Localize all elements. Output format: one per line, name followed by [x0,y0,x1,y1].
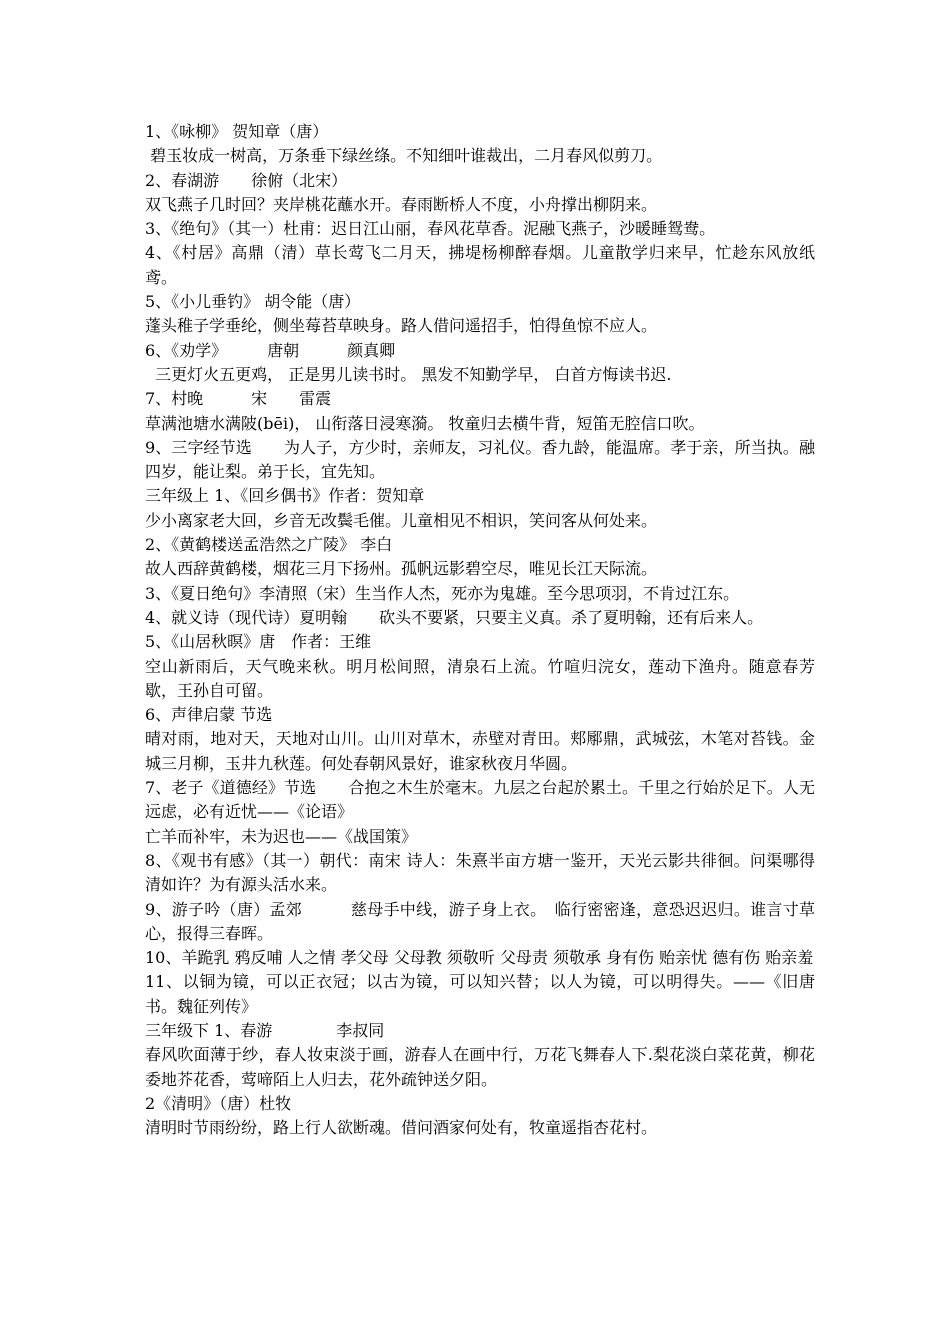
text-line: 三年级下 1、春游 李叔同 [145,1020,385,1040]
text-line: 3、《夏日绝句》李清照（宋）生当作人杰，死亦为鬼雄。至今思项羽，不肯过江东。 [145,583,740,603]
text-line: 清明时节雨纷纷，路上行人欲断魂。借问酒家何处有，牧童遥指杏花村。 [145,1118,658,1138]
text-line: 亡羊而补牢，未为迟也——《战国策》 [145,826,418,846]
text-line: 9、游子吟（唐）孟郊 慈母手中线，游子身上衣。 临行密密逢，意恐迟迟归。谁言寸草心，报得三春晖。 [145,899,815,943]
text-line: 4、就义诗（现代诗）夏明翰 砍头不要紧，只要主义真。杀了夏明翰，还有后来人。 [145,607,764,627]
text-line: 10、羊跪乳 鸦反哺 人之情 孝父母 父母教 须敬听 父母责 须敬承 身有伤 贻亲忧 德有伤 贻亲羞 [145,948,814,968]
text-line: 5、《山居秋暝》唐 作者：王维 [145,632,372,652]
text-line: 三年级上 1、《回乡偶书》作者：贺知章 [145,486,425,506]
text-line: 7、村晚 宋 雷震 [145,389,332,409]
text-line: 6、声律启蒙 节选 [145,705,273,725]
text-line: 故人西辞黄鹤楼，烟花三月下扬州。孤帆远影碧空尽，唯见长江天际流。 [145,559,658,579]
text-line: 蓬头稚子学垂纶，侧坐莓苔草映身。路人借问遥招手，怕得鱼惊不应人。 [145,316,658,336]
text-line: 三更灯火五更鸡， 正是男儿读书时。 黑发不知勤学早， 白首方悔读书迟. [145,364,672,384]
text-line: 2《清明》（唐）杜牧 [145,1093,292,1113]
text-line: 5、《小儿垂钓》 胡令能（唐） [145,292,361,312]
text-line: 9、三字经节选 为人子，方少时，亲师友，习礼仪。香九龄，能温席。孝于亲，所当执。融四岁，能让梨。弟于长，宜先知。 [145,437,815,482]
text-line: 7、老子《道德经》节选 合抱之木生於毫末。九层之台起於累土。千里之行始於足下。人无远虑，必有近忧——《论语》 [145,778,815,822]
text-line: 草满池塘水满陂(bēi)， 山衔落日浸寒漪。 牧童归去横牛背，短笛无腔信口吹。 [145,413,705,433]
text-line: 晴对雨，地对天，天地对山川。山川对草木，赤壁对青田。郏鄏鼎，武城弦，木笔对苔钱。金城三月柳，玉井九秋莲。何处春朝风景好，谁家秋夜月华圆。 [145,729,815,773]
text-line: 6、《劝学》 唐朝 颜真卿 [145,340,396,360]
text-line: 4、《村居》高鼎（清）草长莺飞二月天，拂堤杨柳醉春烟。儿童散学归来早，忙趁东风放纸鸢。 [145,243,815,287]
text-line: 3、《绝句》（其一）杜甫：迟日江山丽，春风花草香。泥融飞燕子，沙暖睡鸳鸯。 [145,219,716,239]
text-line: 少小离家老大回，乡音无改鬓毛催。儿童相见不相识，笑问客从何处来。 [145,510,658,530]
text-line: 春风吹面薄于纱，春人妆束淡于画，游春人在画中行，万花飞舞春人下.梨花淡白菜花黄，柳花委地芥花香，莺啼陌上人归去，花外疏钟送夕阳。 [145,1045,815,1089]
text-line: 8、《观书有感》（其一）朝代：南宋 诗人：朱熹半亩方塘一鉴开，天光云影共徘徊。问渠哪得清如许？为有源头活水来。 [145,850,815,895]
text-line: 2、春湖游 徐俯（北宋） [145,170,348,190]
text-line: 双飞燕子几时回？夹岸桃花蘸水开。春雨断桥人不度，小舟撑出柳阴来。 [145,194,658,214]
poem-text-body [145,120,815,1140]
text-line: 11、以铜为镜，可以正衣冠；以古为镜，可以知兴替；以人为镜，可以明得失。——《旧唐书。魏征列传》 [145,972,815,1016]
text-line: 空山新雨后，天气晚来秋。明月松间照，清泉石上流。竹喧归浣女，莲动下渔舟。随意春芳歇，王孙自可留。 [145,656,815,700]
text-line: 碧玉妆成一树高，万条垂下绿丝绦。不知细叶谁裁出，二月春风似剪刀。 [145,146,663,166]
text-line: 1、《咏柳》 贺知章（唐） [145,122,329,141]
text-line: 2、《黄鹤楼送孟浩然之广陵》 李白 [145,535,393,555]
